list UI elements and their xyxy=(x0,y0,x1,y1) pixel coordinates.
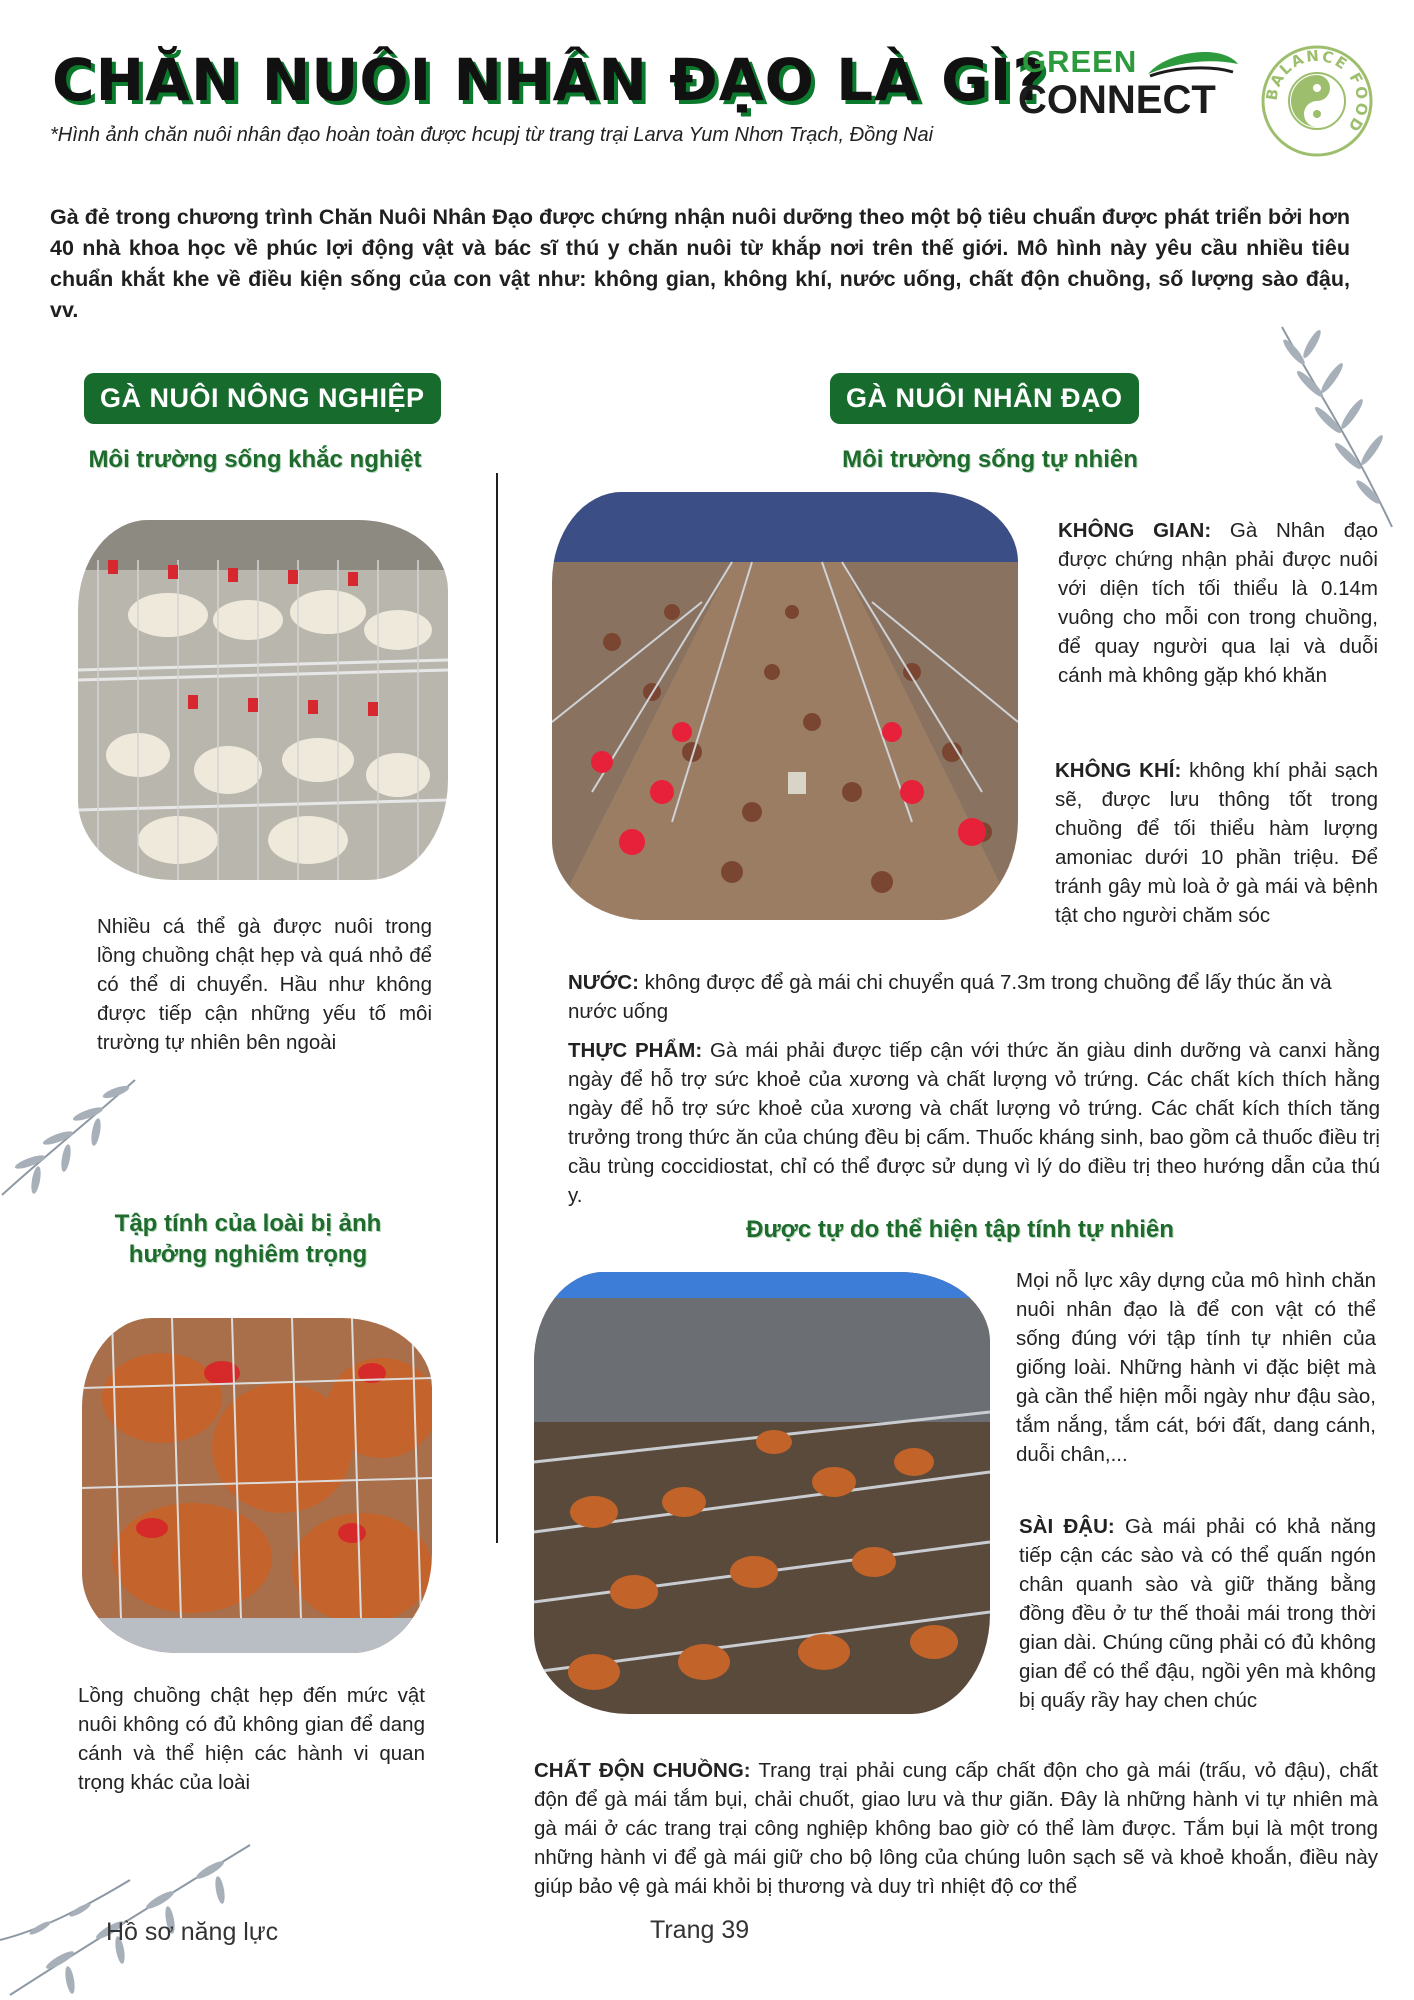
footer-page-number: Trang 39 xyxy=(650,1916,750,1944)
litter-standard-text xyxy=(534,1756,1378,1901)
photo-source-note: *Hình ảnh chăn nuôi nhân đạo hoàn toàn được hcupj từ trang trại Larva Yum Nhơn Trạch, Đồng Nai xyxy=(50,124,934,146)
footer-document-name: Hồ sơ năng lực xyxy=(106,1918,279,1946)
perch-standard-text xyxy=(1019,1512,1376,1715)
space-description: Gà Nhân đạo được chứng nhận phải được nuôi với diện tích tối thiểu là 0.14m vuông cho mỗi con trong chuồng, để quay người qua lại và duỗi cánh mà không gặp khó khăn xyxy=(1058,519,1379,687)
leaf-sprig-icon xyxy=(0,1070,140,1200)
subheading-natural-environment: Môi trường sống tự nhiên xyxy=(842,446,1138,473)
litter-label: CHẤT ĐỘN CHUỒNG: xyxy=(534,1759,751,1782)
heading-humane-farming: GÀ NUÔI NHÂN ĐẠO xyxy=(830,373,1139,424)
column-divider xyxy=(496,473,498,1543)
logo-green-text: GREEN xyxy=(1022,44,1138,79)
svg-text:BALANCE FOOD: BALANCE FOOD xyxy=(1262,46,1372,137)
air-label: KHÔNG KHÍ: xyxy=(1055,759,1182,782)
subheading-harsh-environment: Môi trường sống khắc nghiệt xyxy=(88,446,422,473)
subheading-natural-behavior: Được tự do thể hiện tập tính tự nhiên xyxy=(746,1216,1174,1243)
logo-connect-text: CONNECT xyxy=(1018,78,1216,122)
water-standard-text xyxy=(568,968,1378,1026)
subheading-behavior-affected: Tập tính của loài bị ảnh hưởng nghiêm trọng xyxy=(114,1210,382,1268)
page-title: CHĂN NUÔI NHÂN ĐẠO LÀ GÌ? xyxy=(52,46,1047,114)
litter-description: Trang trại phải cung cấp chất độn cho gà mái (trấu, vỏ đậu), chất độn để gà mái tắm bụi, chải chuốt, giao lưu và thư giãn. Đây là những hành vi tự nhiên mà gà mái ở các trang trại công nghiệp không bao giờ có thể làm được. Tắm bụi là một trong những hành vi để gà mái giữ cho bộ lông của chúng luôn sạch sẽ và khoẻ khoắn, điều này giúp bảo vệ gà mái khỏi bị thương và duy trì nhiệt độ cơ thể xyxy=(534,1759,1378,1898)
space-standard-text xyxy=(1058,516,1378,690)
conventional-behavior-text: Lồng chuồng chật hẹp đến mức vật nuôi không có đủ không gian để dang cánh và thể hiện các hành vi quan trọng khác của loài xyxy=(78,1684,425,1794)
perching-hens-photo xyxy=(534,1272,990,1714)
balance-food-seal xyxy=(1260,44,1374,158)
water-label: NƯỚC: xyxy=(568,971,639,994)
water-description: không được để gà mái chi chuyển quá 7.3m trong chuồng để lấy thúc ăn và nước uống xyxy=(568,971,1332,1023)
caged-hens-photo xyxy=(78,520,448,880)
cage-free-barn-photo xyxy=(552,492,1018,920)
natural-behavior-text: Mọi nỗ lực xây dựng của mô hình chăn nuôi nhân đạo là để con vật có thể sống đúng với tập tính tự nhiên của giống loài. Những hành vi đặc biệt mà gà cần thể hiện mỗi ngày như đậu sào, tắm nắng, tắm cát, bới đất, dang cánh, duỗi chân,... xyxy=(1016,1269,1376,1466)
food-standard-text xyxy=(568,1036,1380,1210)
leaf-sprig-icon xyxy=(1272,322,1402,532)
perch-description: Gà mái phải có khả năng tiếp cận các sào và có thể quấn ngón chân quanh sào và giữ thăng bằng đồng đều ở tư thế thoải mái trong thời gian dài. Chúng cũng phải có đủ không gian để có thể đậu, ngồi yên mà không bị quấy rầy hay chen chúc xyxy=(1019,1515,1376,1712)
caged-hens-closeup-photo xyxy=(82,1318,432,1653)
space-label: KHÔNG GIAN: xyxy=(1058,519,1212,542)
leaf-sprig-icon xyxy=(0,1830,260,2000)
air-standard-text xyxy=(1055,756,1378,930)
green-connect-logo xyxy=(1018,40,1246,130)
perch-label: SÀI ĐẬU: xyxy=(1019,1515,1115,1538)
food-description: Gà mái phải được tiếp cận với thức ăn giàu dinh dưỡng và canxi hằng ngày để hỗ trợ sức khoẻ của xương và chất lượng vỏ trứng. Các chất kích thích hằng ngày để hỗ trợ sức khoẻ của xương và chất lượng vỏ trứng. Các chất kích thích tăng trưởng trong thức ăn của chúng đều bị cấm. Thuốc kháng sinh, bao gồm cả thuốc điều trị cầu trùng coccidiostat, chỉ có thể được sử dụng vì lý do điều trị theo hướng dẫn của thú y. xyxy=(568,1039,1380,1207)
intro-paragraph: Gà đẻ trong chương trình Chăn Nuôi Nhân Đạo được chứng nhận nuôi dưỡng theo một bộ tiêu chuẩn được phát triển bởi hơn 40 nhà khoa học về phúc lợi động vật và bác sĩ thú y chăn nuôi từ khắp nơi trên thế giới. Mô hình này yêu cầu nhiều tiêu chuẩn khắt khe về điều kiện sống của con vật như: không gian, không khí, nước uống, chất độn chuồng, số lượng sào đậu, vv. xyxy=(50,205,1350,322)
heading-conventional-farming: GÀ NUÔI NÔNG NGHIỆP xyxy=(84,373,441,424)
food-label: THỰC PHẨM: xyxy=(568,1039,703,1062)
conventional-environment-text: Nhiều cá thể gà được nuôi trong lồng chuồng chật hẹp và quá nhỏ để có thể di chuyển. Hầu như không được tiếp cận những yếu tố môi trường tự nhiên bên ngoài xyxy=(97,915,432,1054)
air-description: không khí phải sạch sẽ, được lưu thông tốt trong chuồng để tối thiểu hàm lượng amoniac dưới 10 phần triệu. Để tránh gây mù loà ở gà mái và bệnh tật cho người chăm sóc xyxy=(1055,759,1378,927)
